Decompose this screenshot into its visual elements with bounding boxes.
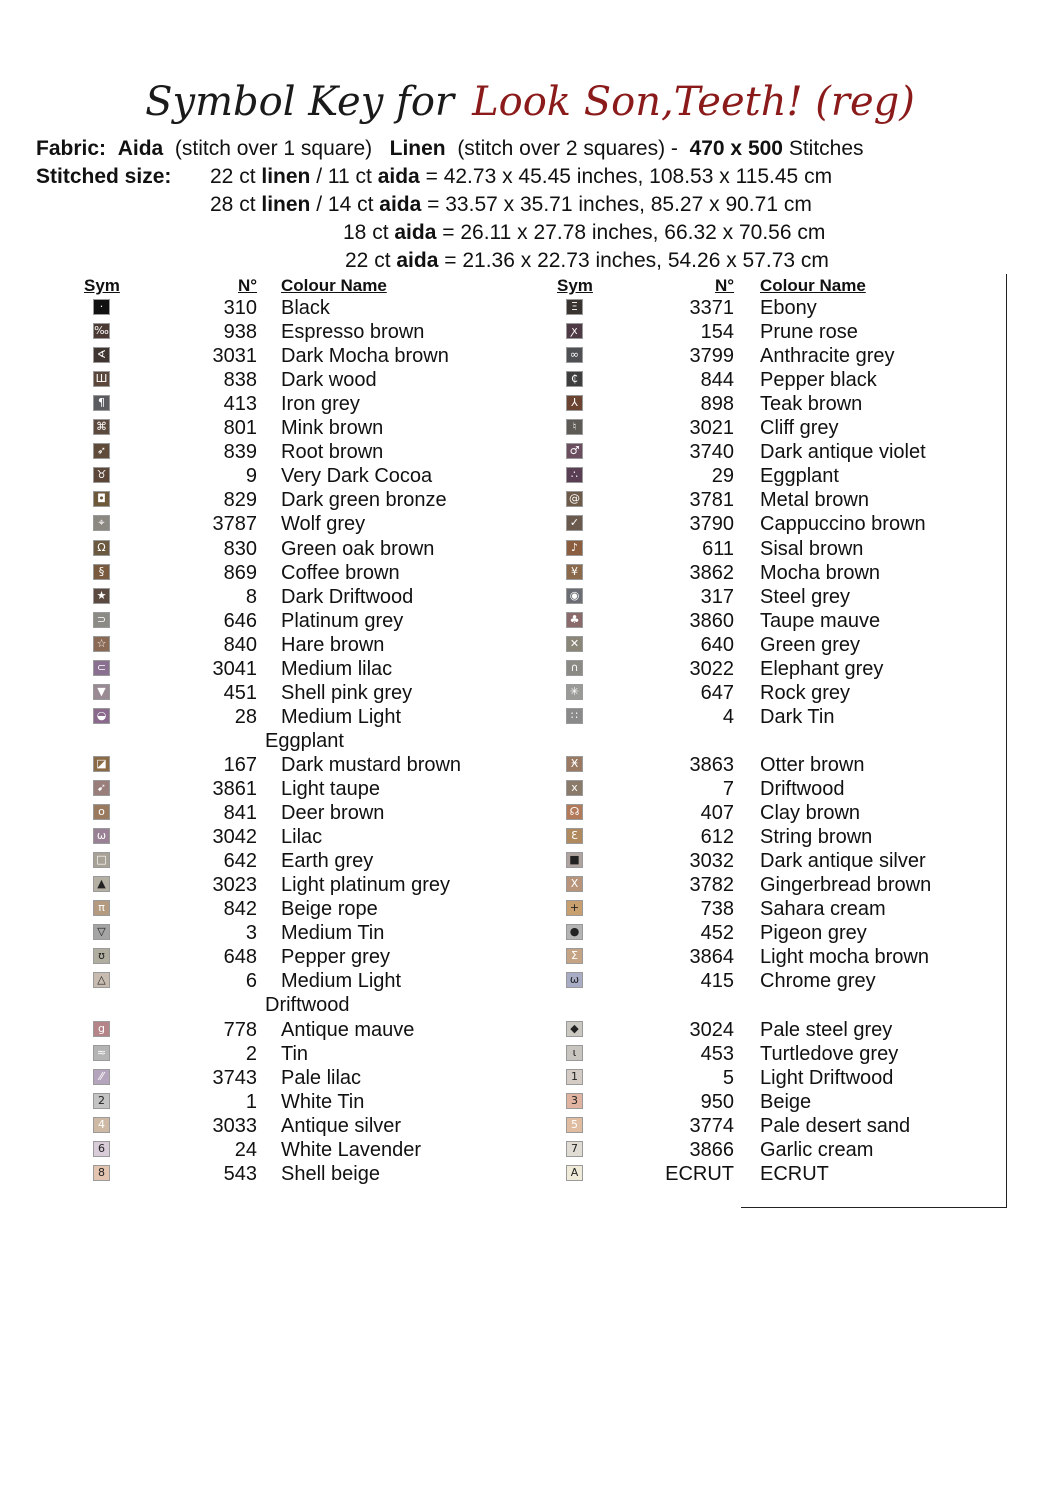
colour-name: Pale desert sand [760, 1115, 911, 1137]
thread-number: 543 [223, 1163, 257, 1185]
colour-name: Dark mustard brown [281, 754, 462, 776]
colour-name: Prune rose [760, 321, 858, 343]
thread-number: 642 [223, 850, 257, 872]
symbol-swatch: ➶ [93, 443, 110, 459]
symbol-swatch: ➹ [93, 780, 110, 796]
colour-name: Driftwood [760, 778, 845, 800]
symbol-swatch: A [566, 1165, 583, 1181]
symbol-swatch: ▼ [93, 684, 110, 700]
symbol-swatch: 3 [566, 1093, 583, 1109]
size-line-3: 18 ct aida = 26.11 x 27.78 inches, 66.32 x 70.56 cm [343, 221, 826, 244]
symbol-swatch: ● [566, 924, 583, 940]
symbol-swatch: ꭗ [566, 323, 583, 339]
thread-number: 950 [700, 1091, 734, 1113]
symbol-swatch: § [93, 564, 110, 580]
key-row [0, 416, 1000, 440]
thread-number: 407 [700, 802, 734, 824]
key-row [0, 945, 1000, 969]
colour-name: Taupe mauve [760, 610, 881, 632]
key-row [0, 849, 1000, 873]
thread-number: 640 [700, 634, 734, 656]
symbol-swatch: ♣ [566, 612, 583, 628]
thread-number: 3033 [212, 1115, 257, 1137]
header-name-left: Colour Name [281, 276, 387, 295]
colour-name: Pepper black [760, 369, 877, 391]
key-row [0, 1066, 1000, 1090]
symbol-swatch: ◘ [93, 491, 110, 507]
symbol-swatch: ⁄⁄ [93, 1069, 110, 1085]
colour-name: Mocha brown [760, 562, 881, 584]
thread-number: 3860 [689, 610, 734, 632]
symbol-swatch: Ӿ [566, 756, 583, 772]
colour-name: Steel grey [760, 586, 851, 608]
symbol-swatch: 1 [566, 1069, 583, 1085]
thread-number: 317 [700, 586, 734, 608]
symbol-swatch: o [93, 804, 110, 820]
header-sym-left: Sym [84, 276, 120, 295]
colour-name: Iron grey [281, 393, 360, 415]
key-row [0, 1114, 1000, 1138]
thread-number: 3023 [212, 874, 257, 896]
colour-name: Medium Light [281, 706, 402, 728]
colour-name: Pigeon grey [760, 922, 867, 944]
symbol-swatch: ⌖ [93, 515, 110, 531]
symbol-swatch: Ш [93, 371, 110, 387]
colour-name: Otter brown [760, 754, 865, 776]
thread-number: 778 [223, 1019, 257, 1041]
symbol-swatch: · [93, 299, 110, 315]
symbol-swatch: ⊃ [93, 612, 110, 628]
thread-number: 3042 [212, 826, 257, 848]
colour-name: Antique silver [281, 1115, 402, 1137]
colour-name: Dark Tin [760, 706, 835, 728]
thread-number: 646 [223, 610, 257, 632]
thread-number: 2 [245, 1043, 257, 1065]
colour-name: Rock grey [760, 682, 851, 704]
key-row [0, 897, 1000, 921]
thread-number: 452 [700, 922, 734, 944]
colour-name: Shell pink grey [281, 682, 413, 704]
key-row [0, 296, 1000, 320]
colour-name: Sahara cream [760, 898, 886, 920]
key-row [0, 561, 1000, 585]
colour-name: Green oak brown [281, 538, 435, 560]
table-right-border [1006, 274, 1007, 1208]
symbol-swatch: ∢ [93, 347, 110, 363]
symbol-swatch: ʊ [93, 948, 110, 964]
symbol-swatch: ■ [566, 852, 583, 868]
colour-name: Antique mauve [281, 1019, 415, 1041]
colour-name: Garlic cream [760, 1139, 874, 1161]
thread-number: 3021 [689, 417, 734, 439]
symbol-swatch: ∞ [566, 347, 583, 363]
symbol-swatch: ⌘ [93, 419, 110, 435]
key-row [0, 825, 1000, 849]
colour-name: Chrome grey [760, 970, 876, 992]
thread-number: 840 [223, 634, 257, 656]
key-row [0, 753, 1000, 777]
symbol-swatch: @ [566, 491, 583, 507]
symbol-swatch: ♉ [93, 467, 110, 483]
symbol-swatch: ★ [93, 588, 110, 604]
thread-number: 3782 [689, 874, 734, 896]
symbol-swatch: + [566, 900, 583, 916]
size-line-1: 22 ct linen / 11 ct aida = 42.73 x 45.45 inches, 108.53 x 115.45 cm [210, 165, 833, 188]
thread-number: 869 [223, 562, 257, 584]
colour-name: Pale lilac [281, 1067, 362, 1089]
symbol-swatch: ◉ [566, 588, 583, 604]
colour-name: Shell beige [281, 1163, 380, 1185]
symbol-swatch: Χ [566, 876, 583, 892]
colour-name: Anthracite grey [760, 345, 895, 367]
colour-name: Dark antique violet [760, 441, 926, 463]
thread-number: 839 [223, 441, 257, 463]
symbol-swatch: ¶ [93, 395, 110, 411]
key-row [0, 1090, 1000, 1114]
thread-number: 842 [223, 898, 257, 920]
thread-number: 938 [223, 321, 257, 343]
symbol-swatch: ⅄ [566, 395, 583, 411]
symbol-swatch: ◪ [93, 756, 110, 772]
colour-name: ECRUT [760, 1163, 829, 1185]
colour-name: Very Dark Cocoa [281, 465, 433, 487]
colour-name: Earth grey [281, 850, 374, 872]
thread-number: 3790 [689, 513, 734, 535]
key-row [0, 1138, 1000, 1162]
thread-number: 28 [234, 706, 257, 728]
colour-name: Medium Tin [281, 922, 385, 944]
thread-number: 9 [245, 465, 257, 487]
colour-name: Medium Light [281, 970, 402, 992]
symbol-swatch: ω [566, 972, 583, 988]
thread-number: 415 [700, 970, 734, 992]
thread-number: 898 [700, 393, 734, 415]
thread-number: 167 [223, 754, 257, 776]
key-row [0, 440, 1000, 464]
key-row [0, 344, 1000, 368]
symbol-swatch: □ [93, 852, 110, 868]
symbol-swatch: 7 [566, 1141, 583, 1157]
key-row [0, 657, 1000, 681]
key-row [0, 801, 1000, 825]
key-row [0, 512, 1000, 536]
key-row [0, 464, 1000, 488]
symbol-swatch: ‰ [94, 324, 109, 337]
colour-name: Beige rope [281, 898, 378, 920]
symbol-swatch: Ω [93, 540, 110, 556]
symbol-swatch: 6 [93, 1141, 110, 1157]
symbol-swatch: ω [93, 828, 110, 844]
symbol-swatch: x [566, 780, 583, 796]
key-row [0, 488, 1000, 512]
colour-name: White Tin [281, 1091, 365, 1113]
colour-name: Teak brown [760, 393, 863, 415]
colour-name: Dark green bronze [281, 489, 447, 511]
key-row [0, 609, 1000, 633]
thread-number: 453 [700, 1043, 734, 1065]
thread-number: 6 [245, 970, 257, 992]
colour-name: Wolf grey [281, 513, 366, 535]
colour-name: String brown [760, 826, 873, 848]
thread-number: 3781 [689, 489, 734, 511]
header-num-left: N° [238, 276, 258, 295]
thread-number: 5 [722, 1067, 734, 1089]
table-bottom-border [741, 1207, 1007, 1208]
thread-number: 3022 [689, 658, 734, 680]
symbol-swatch: Ɛ [566, 828, 583, 844]
thread-number: 841 [223, 802, 257, 824]
symbol-swatch: ɩ [566, 1045, 583, 1061]
thread-number: 3799 [689, 345, 734, 367]
thread-number: 3041 [212, 658, 257, 680]
symbol-swatch: ♪ [566, 540, 583, 556]
key-row [0, 705, 1000, 729]
colour-name: Root brown [281, 441, 384, 463]
symbol-swatch: ▲ [93, 876, 110, 892]
thread-number: 612 [700, 826, 734, 848]
key-row [0, 873, 1000, 897]
thread-number: 3862 [689, 562, 734, 584]
symbol-swatch: 8 [93, 1165, 110, 1181]
colour-name: Beige [760, 1091, 812, 1113]
key-row [0, 537, 1000, 561]
symbol-swatch: ∩ [566, 660, 583, 676]
thread-number: 801 [223, 417, 257, 439]
symbol-swatch: ∷ [566, 708, 583, 724]
thread-number: 648 [223, 946, 257, 968]
symbol-swatch: ▽ [93, 924, 110, 940]
key-row [0, 633, 1000, 657]
colour-name: Light mocha brown [760, 946, 929, 968]
colour-name: Dark antique silver [760, 850, 926, 872]
thread-number: 154 [700, 321, 734, 343]
key-row [0, 969, 1000, 993]
key-row [0, 392, 1000, 416]
symbol-swatch: ✕ [566, 636, 583, 652]
colour-name: Dark Mocha brown [281, 345, 449, 367]
symbol-swatch: ✳ [566, 684, 583, 700]
page-title [0, 72, 1060, 132]
key-row [0, 1162, 1000, 1186]
key-row [0, 368, 1000, 392]
thread-number: 829 [223, 489, 257, 511]
colour-name: Mink brown [281, 417, 384, 439]
symbol-swatch: ◆ [566, 1021, 583, 1037]
thread-number: 8 [245, 586, 257, 608]
thread-number: 29 [711, 465, 734, 487]
thread-number: 844 [700, 369, 734, 391]
key-row [0, 777, 1000, 801]
symbol-swatch: ≈ [93, 1045, 110, 1061]
symbol-swatch: Σ [566, 948, 583, 964]
symbol-swatch: Ξ [566, 299, 583, 315]
thread-number: 3866 [689, 1139, 734, 1161]
key-row [0, 921, 1000, 945]
thread-number: 3 [245, 922, 257, 944]
colour-name: Metal brown [760, 489, 869, 511]
thread-number: 3787 [212, 513, 257, 535]
colour-name: Cappuccino brown [760, 513, 926, 535]
stitched-size-label: Stitched size: [36, 165, 172, 188]
colour-name: Dark Driftwood [281, 586, 414, 608]
symbol-swatch: ∴ [566, 467, 583, 483]
symbol-swatch: 4 [93, 1117, 110, 1133]
thread-number: 7 [722, 778, 734, 800]
thread-number: 830 [223, 538, 257, 560]
thread-number: 611 [702, 538, 734, 560]
symbol-swatch: ⊂ [93, 660, 110, 676]
header-name-right: Colour Name [760, 276, 866, 295]
symbol-swatch: ¥ [566, 564, 583, 580]
colour-name: Light taupe [281, 778, 380, 800]
symbol-swatch: g [93, 1021, 110, 1037]
key-row [0, 585, 1000, 609]
colour-name: Platinum grey [281, 610, 404, 632]
colour-name-continued: Driftwood [265, 994, 350, 1016]
colour-name: Pale steel grey [760, 1019, 893, 1041]
symbol-swatch: 2 [93, 1093, 110, 1109]
colour-name: Elephant grey [760, 658, 884, 680]
thread-number: 3743 [212, 1067, 257, 1089]
colour-name: Dark wood [281, 369, 377, 391]
colour-name: Turtledove grey [760, 1043, 899, 1065]
symbol-swatch: 5 [566, 1117, 583, 1133]
thread-number: 413 [223, 393, 257, 415]
size-line-2: 28 ct linen / 14 ct aida = 33.57 x 35.71 inches, 85.27 x 90.71 cm [210, 193, 812, 216]
size-line-4: 22 ct aida = 21.36 x 22.73 inches, 54.26 x 57.73 cm [345, 249, 829, 272]
thread-number: 4 [722, 706, 734, 728]
colour-name: Lilac [281, 826, 323, 848]
thread-number: 647 [700, 682, 734, 704]
thread-number: 1 [245, 1091, 257, 1113]
colour-name: Pepper grey [281, 946, 390, 968]
title-pattern-name: Look Son,Teeth! (reg) [472, 79, 915, 125]
colour-name: Green grey [760, 634, 861, 656]
thread-number: 3371 [689, 297, 734, 319]
thread-number: 3740 [689, 441, 734, 463]
thread-number: 3861 [212, 778, 257, 800]
thread-number: 3024 [689, 1019, 734, 1041]
thread-number: 451 [223, 682, 257, 704]
symbol-swatch: ☆ [93, 636, 110, 652]
thread-number: 24 [234, 1139, 257, 1161]
colour-name-continued: Eggplant [265, 730, 344, 752]
symbol-swatch: ◒ [93, 708, 110, 724]
symbol-swatch: ☊ [566, 804, 583, 820]
colour-name: Coffee brown [281, 562, 400, 584]
colour-name: Black [281, 297, 330, 319]
thread-number: ECRUT [665, 1163, 734, 1185]
thread-number: 3863 [689, 754, 734, 776]
colour-name: Light Driftwood [760, 1067, 894, 1089]
symbol-swatch: π [93, 900, 110, 916]
title-prefix: Symbol Key for [145, 79, 455, 125]
fabric-line: Fabric: Aida (stitch over 1 square) Linen (stitch over 2 squares) - 470 x 500 Stitches [36, 137, 864, 160]
colour-name: Eggplant [760, 465, 839, 487]
key-row [0, 1042, 1000, 1066]
header-num-right: N° [715, 276, 735, 295]
thread-number: 738 [700, 898, 734, 920]
colour-name: Clay brown [760, 802, 861, 824]
thread-number: 3032 [689, 850, 734, 872]
symbol-swatch: ₵ [566, 371, 583, 387]
key-row [0, 681, 1000, 705]
colour-name: Tin [281, 1043, 309, 1065]
colour-name: Deer brown [281, 802, 385, 824]
key-row [0, 1018, 1000, 1042]
symbol-swatch: ✓ [566, 515, 583, 531]
thread-number: 3864 [689, 946, 734, 968]
thread-number: 3031 [212, 345, 257, 367]
colour-name: Light platinum grey [281, 874, 450, 896]
header-sym-right: Sym [557, 276, 593, 295]
colour-name: Sisal brown [760, 538, 864, 560]
symbol-swatch: ♮ [566, 419, 583, 435]
colour-name: Hare brown [281, 634, 385, 656]
key-row [0, 320, 1000, 344]
colour-name: Medium lilac [281, 658, 393, 680]
colour-name: White Lavender [281, 1139, 422, 1161]
colour-name: Espresso brown [281, 321, 425, 343]
thread-number: 838 [223, 369, 257, 391]
colour-name: Ebony [760, 297, 817, 319]
colour-name: Gingerbread brown [760, 874, 932, 896]
thread-number: 3774 [689, 1115, 734, 1137]
symbol-swatch: △ [93, 972, 110, 988]
symbol-swatch: ♂ [566, 443, 583, 459]
colour-name: Cliff grey [760, 417, 839, 439]
thread-number: 310 [223, 297, 257, 319]
